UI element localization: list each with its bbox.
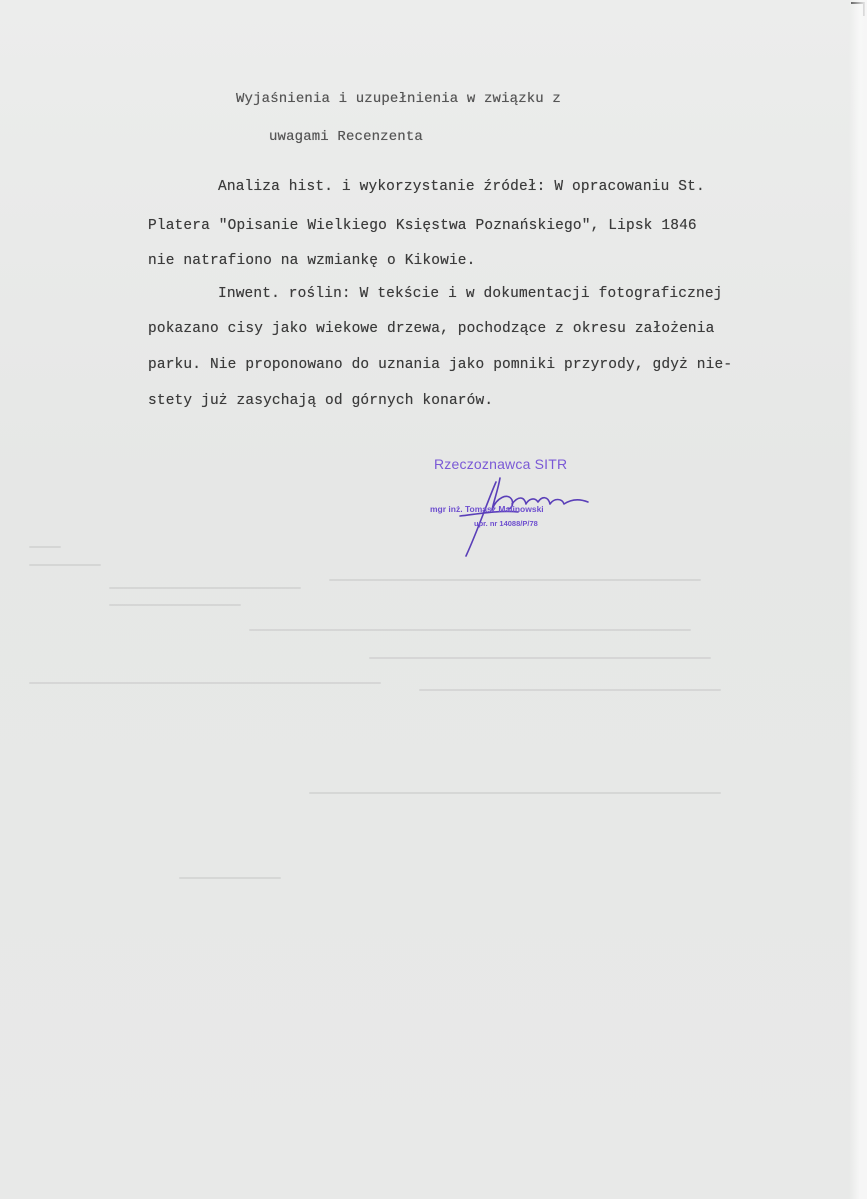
paragraph-2-line-1: Inwent. roślin: W tekście i w dokumentacji fotograficznej	[218, 286, 723, 302]
document-title-line-2: uwagami Recenzenta	[269, 129, 423, 145]
paragraph-1-line-1: Analiza hist. i wykorzystanie źródeł: W opracowaniu St.	[218, 179, 705, 195]
stamp-name: mgr inż. Tomasz Malinowski	[430, 504, 544, 514]
page-corner-mark	[851, 2, 865, 16]
paragraph-2-line-3: parku. Nie proponowano do uznania jako pomniki przyrody, gdyż nie-	[148, 357, 733, 373]
paragraph-1-line-3: nie natrafiono na wzmiankę o Kikowie.	[148, 253, 476, 269]
stamp-title: Rzeczoznawca SITR	[434, 456, 568, 472]
paragraph-2-line-2: pokazano cisy jako wiekowe drzewa, pochodzące z okresu założenia	[148, 321, 715, 337]
expert-stamp	[420, 452, 610, 562]
stamp-registration-number: upr. nr 14088/P/78	[474, 519, 538, 528]
handwritten-signature	[438, 470, 608, 560]
document-title-line-1: Wyjaśnienia i uzupełnienia w związku z	[236, 91, 561, 107]
paragraph-2-line-4: stety już zasychają od górnych konarów.	[148, 393, 494, 409]
paragraph-1-line-2: Platera "Opisanie Wielkiego Księstwa Poznańskiego", Lipsk 1846	[148, 218, 697, 234]
